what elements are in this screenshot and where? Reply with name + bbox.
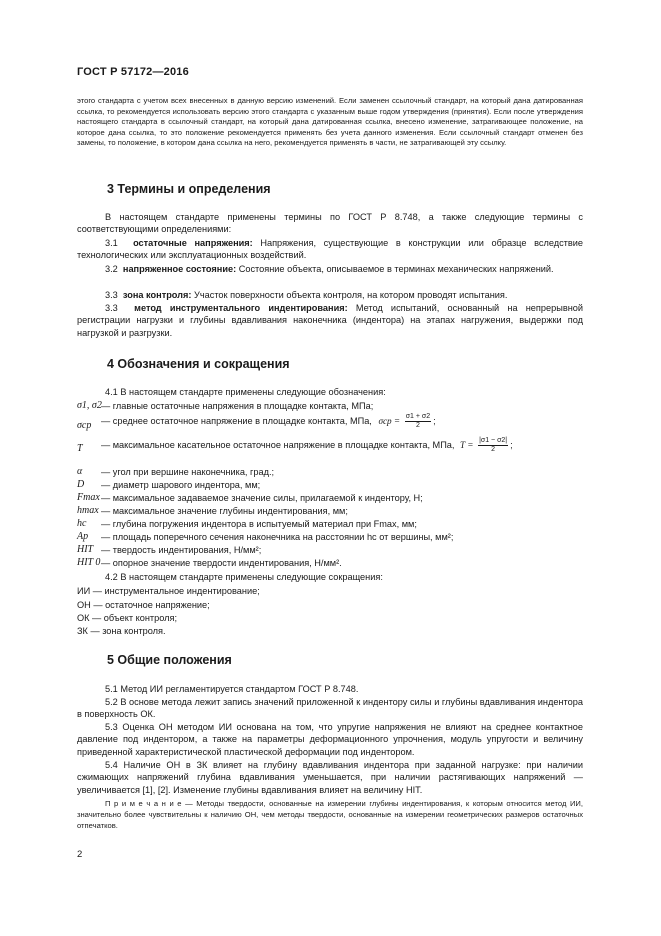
symbol-HIT0: HIT 0 — [77, 557, 101, 568]
symbol-T-desc: — максимальное касательное остаточное напряжение в площадке контакта, МПа, — [101, 439, 455, 450]
para-5-3: 5.3 Оценка ОН методом ИИ основана на том, что упругие напряжения не влияют на среднее контактное давление под индентором, а также на параметры деформационного упрочнения, модуль упругости и величину приведенной характеристической пластической деформации под индентором. — [77, 722, 583, 757]
symbol-sigma-avg-row — [101, 413, 436, 430]
term-number: 3.3 — [105, 290, 118, 300]
para-5-1: 5.1 Метод ИИ регламентируется стандартом ГОСТ Р 8.748. — [105, 684, 359, 694]
formula-denominator: 2 — [415, 422, 420, 429]
symbol-T-row — [101, 437, 513, 454]
symbol-hc: hc — [77, 518, 87, 529]
term-3-1 — [77, 237, 583, 262]
formula-numerator: |σ1 − σ2| — [479, 437, 508, 444]
term-name: метод инструментального индентирования: — [134, 303, 348, 313]
symbol-sigma12: σ1, σ2 — [77, 400, 102, 411]
para-5-4: 5.4 Наличие ОН в ЗК влияет на глубину вдавливания индентора при заданной нагрузке: при наличии сжимающих напряжений глубина вдавливания уменьшается, при наличии растягивающих напряжений — увеличивается [1], [2]. Изменение глубины вдавливания влияет на величину HIT. — [77, 760, 583, 795]
symbol-Ap-desc: — площадь поперечного сечения наконечника на расстоянии hc от вершины, мм²; — [101, 532, 454, 542]
symbol-Fmax: Fmax — [77, 492, 100, 503]
para-5-2: 5.2 В основе метода лежит запись значений приложенной к индентору силы и глубины вдавливания индентора в поверхность ОК. — [77, 697, 583, 720]
term-3-3 — [77, 289, 583, 301]
abbr-item: ЗК — зона контроля. — [77, 626, 166, 636]
symbol-HIT-desc: — твердость индентирования, Н/мм²; — [101, 545, 262, 555]
term-3-4 — [77, 302, 583, 339]
symbol-sigma12-desc: — главные остаточные напряжения в площадке контакта, МПа; — [101, 401, 374, 411]
term-definition: Состояние объекта, описываемое в терминах механических напряжений. — [236, 264, 554, 274]
section-4-2-intro: 4.2 В настоящем стандарте применены следующие сокращения: — [105, 572, 383, 582]
term-name: напряженное состояние: — [122, 264, 237, 274]
section-4-heading: 4 Обозначения и сокращения — [107, 357, 290, 371]
symbol-Ap: Ap — [77, 531, 89, 542]
formula-end: ; — [433, 415, 436, 426]
note-label: П р и м е ч а н и е — [105, 799, 182, 808]
note — [77, 798, 583, 831]
formula-denominator: 2 — [491, 446, 496, 453]
term-3-2 — [77, 263, 583, 275]
section-3-intro: В настоящем стандарте применены термины по ГОСТ Р 8.748, а также следующие термины с соответствующими определениями: — [77, 212, 583, 235]
symbol-HIT0-desc: — опорное значение твердости индентирования, Н/мм². — [101, 558, 342, 568]
term-definition: Метод испытаний, основанный на непрерывной регистрации нагрузки и глубины вдавливания наконечника (индентора) на этапах нагружения, выдержки под нагрузкой и разгрузки. — [77, 303, 584, 338]
formula-lhs: σср = — [378, 415, 401, 426]
document-header: ГОСТ Р 57172—2016 — [77, 66, 189, 78]
term-definition: Напряжения, существующие в конструкции или образце вследствие технологических или эксплуатационных воздействий. — [77, 238, 584, 261]
formula-lhs: T = — [460, 439, 474, 450]
symbol-alpha-desc: — угол при вершине наконечника, град.; — [101, 467, 275, 477]
section-3-heading: 3 Термины и определения — [107, 182, 271, 196]
symbol-hmax-desc: — максимальное значение глубины индентирования, мм; — [101, 506, 348, 516]
term-number: 3.2 — [105, 264, 118, 274]
term-name: остаточные напряжения: — [133, 238, 253, 248]
formula-end: ; — [510, 439, 513, 450]
section-4-1-intro: 4.1 В настоящем стандарте применены следующие обозначения: — [105, 387, 386, 397]
section-5-heading: 5 Общие положения — [107, 653, 232, 667]
formula-fraction — [405, 413, 431, 430]
note-text: — Методы твердости, основанные на измерении глубины индентирования, к которым относится метод ИИ, значительно более чувствительны к наличию ОН, чем методы твердости, основанные на измерении геометрических размеров остаточных отпечатков. — [77, 799, 583, 830]
intro-paragraph: этого стандарта с учетом всех внесенных в данную версию изменений. Если заменен ссылочный стандарт, на который дана датированная ссылка, то рекомендуется использовать версию этого стандарта с указанным выше годом утверждения (принятия). Если после утверждения настоящего стандарта в ссылочный стандарт, на который дана датированная ссылка, внесено изменение, затрагивающее положение, на которое дана ссылка, то это положение рекомендуется применять без учета данного изменения. Если ссылочный стандарт отменен без замены, то положение, в котором дана ссылка на него, рекомендуется применять в части, не затрагивающей эту ссылку. — [77, 96, 583, 148]
term-name: зона контроля: — [122, 290, 192, 300]
symbol-D-desc: — диаметр шарового индентора, мм; — [101, 480, 261, 490]
symbol-T: T — [77, 443, 83, 454]
page-number: 2 — [77, 849, 83, 860]
formula-numerator: σ1 + σ2 — [405, 413, 431, 420]
symbol-HIT: HIT — [77, 544, 94, 555]
formula-fraction — [478, 437, 508, 454]
term-number: 3.1 — [105, 238, 118, 248]
symbol-sigma-avg-desc: — среднее остаточное напряжение в площадке контакта, МПа, — [101, 415, 372, 426]
symbol-sigma-avg: σср — [77, 420, 92, 431]
abbr-item: ОН — остаточное напряжение; — [77, 600, 210, 610]
abbr-item: ИИ — инструментальное индентирование; — [77, 586, 260, 596]
symbol-D: D — [77, 479, 85, 490]
symbol-alpha: α — [77, 466, 83, 477]
abbr-item: ОК — объект контроля; — [77, 613, 178, 623]
term-number: 3.3 — [105, 303, 118, 313]
symbol-hmax: hmax — [77, 505, 99, 516]
symbol-hc-desc: — глубина погружения индентора в испытуемый материал при Fmax, мм; — [101, 519, 417, 529]
symbol-Fmax-desc: — максимальное задаваемое значение силы, прилагаемой к индентору, Н; — [101, 493, 423, 503]
term-definition: Участок поверхности объекта контроля, на котором проводят испытания. — [191, 290, 508, 300]
